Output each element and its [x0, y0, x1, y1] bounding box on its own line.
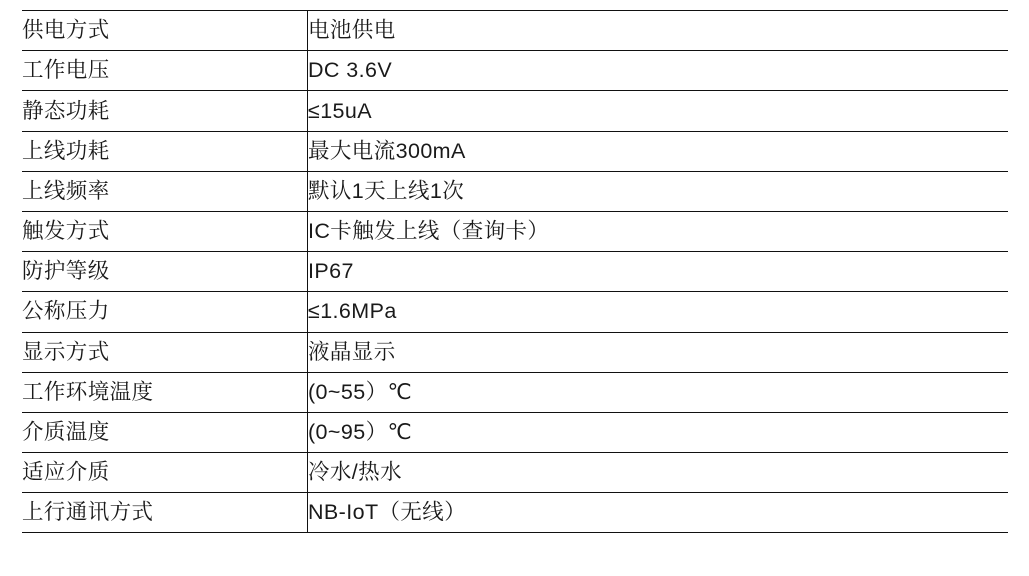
parameter-value: IP67 [308, 252, 1009, 292]
table-row [22, 91, 1008, 131]
table-row [22, 372, 1008, 412]
parameter-value: (0~55）℃ [308, 372, 1009, 412]
parameter-value: 冷水/热水 [308, 453, 1009, 493]
table-body [22, 11, 1008, 533]
parameter-value: (0~95）℃ [308, 412, 1009, 452]
parameter-name: 上行通讯方式 [22, 493, 308, 533]
parameter-name: 公称压力 [22, 292, 308, 332]
parameter-name: 适应介质 [22, 453, 308, 493]
table-row [22, 453, 1008, 493]
parameter-name: 介质温度 [22, 412, 308, 452]
parameter-name: 上线频率 [22, 171, 308, 211]
table-row [22, 51, 1008, 91]
parameter-value: IC卡触发上线（查询卡） [308, 211, 1009, 251]
parameter-name: 工作电压 [22, 51, 308, 91]
parameter-value: 默认1天上线1次 [308, 171, 1009, 211]
specification-sheet [0, 10, 1029, 576]
table-row [22, 11, 1008, 51]
parameter-value: ≤15uA [308, 91, 1009, 131]
parameter-name: 防护等级 [22, 252, 308, 292]
table-row [22, 171, 1008, 211]
parameter-value: 液晶显示 [308, 332, 1009, 372]
parameter-value: NB-IoT（无线） [308, 493, 1009, 533]
table-row [22, 252, 1008, 292]
parameter-name: 显示方式 [22, 332, 308, 372]
parameter-name: 供电方式 [22, 11, 308, 51]
table-row [22, 211, 1008, 251]
table-row [22, 493, 1008, 533]
parameter-name: 工作环境温度 [22, 372, 308, 412]
parameter-value: ≤1.6MPa [308, 292, 1009, 332]
parameter-value: 电池供电 [308, 11, 1009, 51]
parameter-value: DC 3.6V [308, 51, 1009, 91]
specification-table [22, 10, 1008, 533]
table-row [22, 412, 1008, 452]
table-row [22, 131, 1008, 171]
parameter-name: 静态功耗 [22, 91, 308, 131]
table-row [22, 292, 1008, 332]
table-row [22, 332, 1008, 372]
parameter-name: 触发方式 [22, 211, 308, 251]
parameter-name: 上线功耗 [22, 131, 308, 171]
parameter-value: 最大电流300mA [308, 131, 1009, 171]
